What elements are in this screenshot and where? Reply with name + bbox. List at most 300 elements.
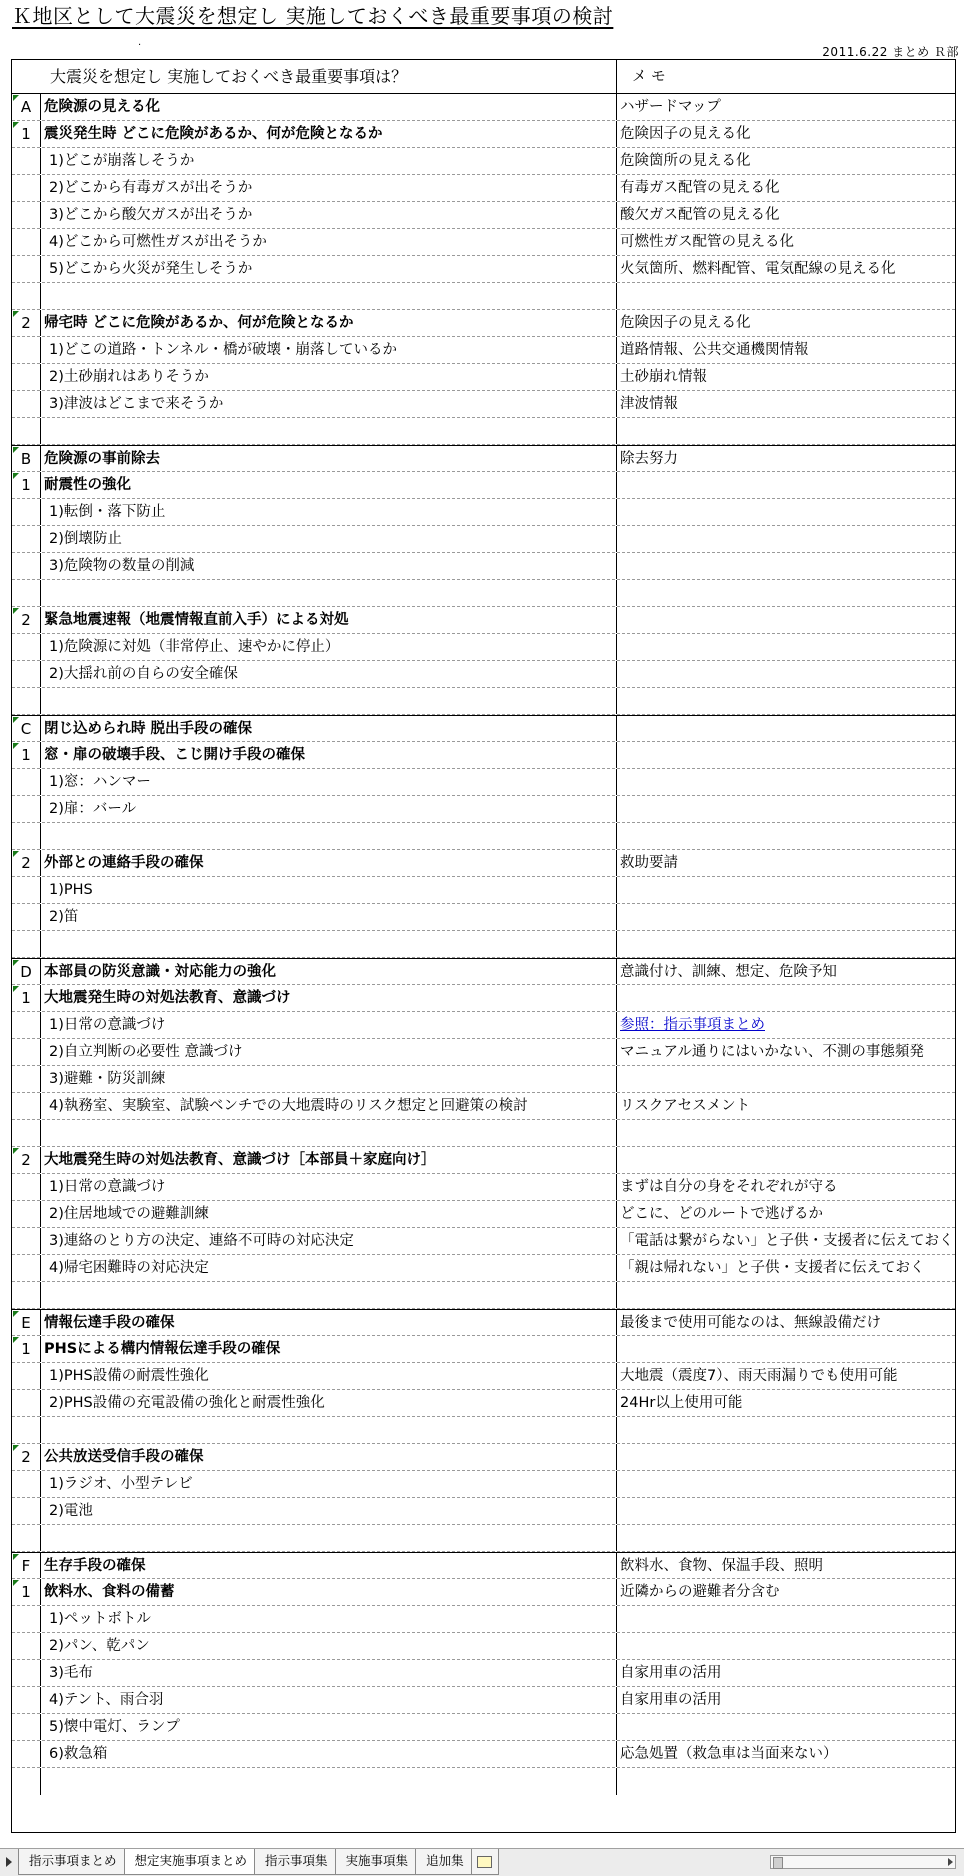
table-row (12, 148, 955, 175)
cell-memo[interactable] (617, 742, 955, 768)
cell-index-label: 1 (21, 1583, 31, 1601)
blank-row (12, 1525, 955, 1552)
cell-index[interactable] (12, 823, 41, 849)
cell-memo[interactable]: 「親は帰れない」と子供・支援者に伝えておく (620, 1260, 925, 1276)
cell-memo[interactable]: 危険因子の見える化 (620, 126, 751, 142)
cell-item[interactable] (41, 580, 617, 606)
cell-index[interactable] (12, 688, 41, 714)
section-row (12, 94, 955, 121)
blank-row (12, 931, 955, 958)
cell-index[interactable] (12, 959, 41, 984)
subsection-row (12, 1147, 955, 1174)
cell-memo[interactable] (617, 607, 955, 633)
cell-item[interactable] (41, 1282, 617, 1308)
section-row (12, 1552, 955, 1579)
sheet-tab[interactable]: 実施事項集 (335, 1849, 420, 1875)
table-row (12, 175, 955, 202)
scroll-right-icon[interactable] (948, 1858, 953, 1866)
play-icon (6, 1857, 12, 1867)
cell-index[interactable] (12, 1660, 41, 1686)
cell-memo[interactable] (617, 904, 955, 930)
cell-item[interactable]: 3)毛布 (41, 1660, 617, 1686)
cell-item[interactable] (41, 1417, 617, 1443)
new-sheet-icon (477, 1856, 492, 1868)
cell-item[interactable] (41, 688, 617, 714)
cell-item[interactable] (41, 931, 617, 957)
table-row (12, 661, 955, 688)
cell-item[interactable]: 4)テント、雨合羽 (41, 1687, 617, 1713)
cell-memo[interactable]: 「電話は繋がらない」と子供・支援者に伝えておく (620, 1233, 954, 1249)
header-cell-memo[interactable]: メ モ (632, 69, 666, 85)
table-row (12, 1606, 955, 1633)
cell-item[interactable]: 1)危険源に対処（非常停止、速やかに停止） (41, 634, 617, 660)
cell-index[interactable] (12, 94, 41, 120)
cell-index[interactable] (12, 580, 41, 606)
cell-memo[interactable] (617, 580, 955, 606)
cell-index[interactable] (12, 634, 41, 660)
cell-memo[interactable]: 危険因子の見える化 (620, 315, 751, 331)
header-cell-index[interactable] (12, 60, 41, 93)
section-row (12, 445, 955, 472)
cell-marker-icon (13, 743, 19, 749)
table-body (12, 94, 955, 1795)
cell-item[interactable]: 2)倒壊防止 (41, 526, 617, 552)
table-row (12, 1201, 955, 1228)
cell-index-label: 1 (21, 476, 31, 494)
cell-memo[interactable] (617, 283, 955, 309)
cell-marker-icon (13, 95, 19, 101)
cell-item[interactable] (41, 1120, 617, 1146)
cell-item[interactable]: 帰宅時 どこに危険があるか、何が危険となるか (41, 310, 617, 336)
cell-memo[interactable]: 道路情報、公共交通機関情報 (620, 342, 809, 358)
cell-index-label: E (21, 1314, 31, 1332)
cell-marker-icon (13, 447, 19, 453)
cell-memo[interactable]: 救助要請 (620, 855, 678, 871)
table-row (12, 553, 955, 580)
cell-index[interactable] (12, 175, 41, 201)
cell-item[interactable]: 緊急地震速報（地震情報直前入手）による対処 (41, 607, 617, 633)
cell-item[interactable]: 1)転倒・落下防止 (41, 499, 617, 525)
cell-memo[interactable] (617, 1147, 955, 1173)
cell-index[interactable] (12, 310, 41, 336)
sheet-tabs (18, 1849, 495, 1875)
table-row (12, 1066, 955, 1093)
cell-item[interactable]: 4)執務室、実験室、試験ベンチでの大地震時のリスク想定と回避策の検討 (41, 1093, 617, 1119)
table-row (12, 229, 955, 256)
cell-index[interactable] (12, 850, 41, 876)
scroll-thumb[interactable] (773, 1857, 783, 1869)
blank-row (12, 1120, 955, 1147)
cell-memo[interactable]: まずは自分の身をそれぞれが守る (620, 1179, 838, 1195)
cell-item[interactable]: 2)電池 (41, 1498, 617, 1524)
cell-marker-icon (13, 1311, 19, 1317)
cell-marker-icon (13, 986, 19, 992)
cell-item[interactable]: 2)住居地域での避難訓練 (41, 1201, 617, 1227)
cell-memo[interactable] (617, 823, 955, 849)
cell-memo[interactable] (617, 985, 955, 1011)
cell-index[interactable] (12, 418, 41, 444)
cell-item[interactable]: 1)ペットボトル (41, 1606, 617, 1632)
blank-row (12, 580, 955, 607)
cell-memo[interactable] (617, 553, 955, 579)
blank-row (12, 1417, 955, 1444)
cell-item[interactable]: 外部との連絡手段の確保 (41, 850, 617, 876)
cell-item[interactable]: 2)自立判断の必要性 意識づけ (41, 1039, 617, 1065)
cell-memo[interactable]: 危険箇所の見える化 (620, 153, 751, 169)
cell-index-label: 1 (21, 125, 31, 143)
cell-index[interactable] (12, 1768, 41, 1795)
cell-index[interactable] (12, 256, 41, 282)
cell-memo[interactable] (617, 1525, 955, 1551)
cell-memo[interactable] (617, 769, 955, 795)
cell-memo[interactable]: 大地震（震度7）、雨天雨漏りでも使用可能 (620, 1368, 898, 1384)
cell-item[interactable]: 生存手段の確保 (41, 1553, 617, 1578)
cell-memo[interactable]: どこに、どのルートで逃げるか (620, 1206, 823, 1222)
cell-index[interactable] (12, 716, 41, 741)
cell-index[interactable] (12, 1012, 41, 1038)
cell-index[interactable] (12, 1579, 41, 1605)
cell-index[interactable] (12, 877, 41, 903)
cell-memo[interactable]: 除去努力 (620, 451, 678, 467)
memo-link[interactable]: 参照：指示事項まとめ (620, 1017, 765, 1033)
cell-index[interactable] (12, 985, 41, 1011)
cell-memo[interactable]: リスクアセスメント (620, 1098, 751, 1114)
table-row (12, 256, 955, 283)
cell-item[interactable]: 情報伝達手段の確保 (41, 1310, 617, 1335)
cell-index-label: C (20, 720, 32, 738)
table-row (12, 1471, 955, 1498)
cell-memo[interactable]: ハザードマップ (620, 99, 721, 115)
table-row (12, 1255, 955, 1282)
cell-memo[interactable] (617, 526, 955, 552)
cell-item[interactable]: 3)連絡のとり方の決定、連絡不可時の対応決定 (41, 1228, 617, 1254)
cell-marker-icon (13, 1337, 19, 1343)
cell-item[interactable]: 危険源の見える化 (41, 94, 617, 120)
cell-item[interactable]: 2)パン、乾パン (41, 1633, 617, 1659)
cell-index[interactable] (12, 1633, 41, 1659)
cell-item[interactable]: 1)どこの道路・トンネル・橋が破壊・崩落しているか (41, 337, 617, 363)
cell-item[interactable]: 1)PHS設備の耐震性強化 (41, 1363, 617, 1389)
cell-memo[interactable]: 土砂崩れ情報 (620, 369, 707, 385)
cell-index[interactable] (12, 769, 41, 795)
cell-marker-icon (13, 473, 19, 479)
cell-index[interactable] (12, 1228, 41, 1254)
table-row (12, 526, 955, 553)
cell-memo[interactable] (617, 1282, 955, 1308)
cell-index-label: 2 (21, 611, 31, 629)
cell-index-label: 2 (21, 854, 31, 872)
cell-index[interactable] (12, 148, 41, 174)
cell-index[interactable] (12, 1417, 41, 1443)
subsection-row (12, 121, 955, 148)
subsection-row (12, 1579, 955, 1606)
cell-marker-icon (13, 717, 19, 723)
cell-index-label: 2 (21, 314, 31, 332)
table-row (12, 904, 955, 931)
subsection-row (12, 742, 955, 769)
cell-index[interactable] (12, 283, 41, 309)
cell-item[interactable]: PHSによる構内情報伝達手段の確保 (41, 1336, 617, 1362)
cell-index[interactable] (12, 1093, 41, 1119)
cell-item[interactable]: 4)どこから可燃性ガスが出そうか (41, 229, 617, 255)
cell-memo[interactable] (617, 1606, 955, 1632)
cell-memo[interactable] (617, 1768, 955, 1795)
cell-index[interactable] (12, 1201, 41, 1227)
cell-item[interactable]: 2)笛 (41, 904, 617, 930)
cell-item[interactable]: 1)日常の意識づけ (41, 1174, 617, 1200)
cell-memo[interactable]: 津波情報 (620, 396, 678, 412)
blank-row (12, 1768, 955, 1795)
cell-index[interactable] (12, 472, 41, 498)
cell-memo[interactable] (617, 418, 955, 444)
cell-memo[interactable]: 自家用車の活用 (620, 1692, 722, 1708)
cell-index[interactable] (12, 1553, 41, 1578)
cell-memo[interactable]: 最後まで使用可能なのは、無線設備だけ (620, 1315, 881, 1331)
cell-index[interactable] (12, 1444, 41, 1470)
cell-memo[interactable]: 自家用車の活用 (620, 1665, 722, 1681)
cell-index[interactable] (12, 1390, 41, 1416)
cell-index[interactable] (12, 121, 41, 147)
cell-item[interactable]: 震災発生時 どこに危険があるか、何が危険となるか (41, 121, 617, 147)
table-row (12, 1741, 955, 1768)
subsection-row (12, 1336, 955, 1363)
cell-index[interactable] (12, 1039, 41, 1065)
page-title: Ｋ地区として大震災を想定し 実施しておくべき最重要事項の検討 (12, 4, 614, 28)
table-row (12, 202, 955, 229)
cell-item[interactable]: 3)避難・防災訓練 (41, 1066, 617, 1092)
cell-memo[interactable]: 可燃性ガス配管の見える化 (620, 234, 794, 250)
blank-row (12, 688, 955, 715)
section-row (12, 715, 955, 742)
cell-item[interactable]: 1)どこが崩落しそうか (41, 148, 617, 174)
cell-memo[interactable]: マニュアル通りにはいかない、不測の事態頻発 (620, 1044, 924, 1060)
cell-memo[interactable] (617, 634, 955, 660)
cell-memo[interactable] (617, 1498, 955, 1524)
table-row (12, 1093, 955, 1120)
cell-item[interactable]: 1)PHS (41, 877, 617, 903)
cell-item[interactable]: 2)土砂崩れはありそうか (41, 364, 617, 390)
cell-marker-icon (13, 1554, 19, 1560)
cell-index[interactable] (12, 904, 41, 930)
cell-index[interactable] (12, 499, 41, 525)
cell-memo[interactable]: 酸欠ガス配管の見える化 (620, 207, 780, 223)
table-row (12, 1363, 955, 1390)
cell-item[interactable]: 耐震性の強化 (41, 472, 617, 498)
cell-index[interactable] (12, 1310, 41, 1335)
cell-item[interactable]: 閉じ込められ時 脱出手段の確保 (41, 716, 617, 741)
table-row (12, 1498, 955, 1525)
cell-index-label: 1 (21, 989, 31, 1007)
blank-row (12, 1282, 955, 1309)
date-author-line: 2011.6.22 まとめ Ｒ部 (822, 45, 959, 59)
cell-item[interactable] (41, 418, 617, 444)
cell-memo[interactable] (617, 877, 955, 903)
cell-memo[interactable] (617, 661, 955, 687)
table-row (12, 1228, 955, 1255)
cell-item[interactable]: 大地震発生時の対処法教育、意識づけ (41, 985, 617, 1011)
cell-memo[interactable] (617, 1714, 955, 1740)
cell-memo[interactable] (617, 1633, 955, 1659)
cell-memo[interactable]: 飲料水、食物、保温手段、照明 (620, 1558, 823, 1574)
cell-marker-icon (13, 311, 19, 317)
cell-item[interactable]: 公共放送受信手段の確保 (41, 1444, 617, 1470)
sheet-tab[interactable]: 指示事項まとめ (18, 1849, 128, 1875)
sheet-tab[interactable]: 指示事項集 (254, 1849, 339, 1875)
table-row (12, 1633, 955, 1660)
cell-index[interactable] (12, 1606, 41, 1632)
cell-item[interactable]: 飲料水、食料の備蓄 (41, 1579, 617, 1605)
cell-index[interactable] (12, 1687, 41, 1713)
cell-item[interactable]: 本部員の防災意識・対応能力の強化 (41, 959, 617, 984)
cell-item[interactable]: 2)扉：バール (41, 796, 617, 822)
cell-item[interactable]: 2)PHS設備の充電設備の強化と耐震性強化 (41, 1390, 617, 1416)
cell-index[interactable] (12, 742, 41, 768)
cell-memo[interactable] (617, 1120, 955, 1146)
cell-index[interactable] (12, 1120, 41, 1146)
cell-memo[interactable]: 有毒ガス配管の見える化 (620, 180, 780, 196)
cell-memo[interactable] (617, 472, 955, 498)
cell-index[interactable] (12, 1363, 41, 1389)
cell-memo[interactable] (617, 716, 955, 741)
cell-marker-icon (13, 1148, 19, 1154)
subsection-row (12, 850, 955, 877)
cell-memo[interactable]: 応急処置（救急車は当面来ない） (620, 1746, 838, 1762)
blank-row (12, 823, 955, 850)
table-row (12, 1174, 955, 1201)
cell-marker-icon (13, 960, 19, 966)
cell-index[interactable] (12, 553, 41, 579)
sheet-tab[interactable]: 追加集 (415, 1849, 475, 1875)
cell-index[interactable] (12, 337, 41, 363)
cell-marker-icon (13, 608, 19, 614)
cell-memo[interactable] (617, 1012, 955, 1038)
table-row (12, 1012, 955, 1039)
table-row (12, 1660, 955, 1687)
table-row (12, 769, 955, 796)
cell-memo[interactable]: 意識付け、訓練、想定、危険予知 (620, 964, 837, 980)
cell-index[interactable] (12, 1336, 41, 1362)
cell-item[interactable]: 4)帰宅困難時の対応決定 (41, 1255, 617, 1281)
cell-item[interactable]: 1)窓：ハンマー (41, 769, 617, 795)
cell-memo[interactable] (617, 1471, 955, 1497)
cell-memo[interactable]: 24Hr以上使用可能 (620, 1395, 743, 1411)
cell-item[interactable]: 大地震発生時の対処法教育、意識づけ［本部員＋家庭向け］ (41, 1147, 617, 1173)
cell-index[interactable] (12, 1066, 41, 1092)
cell-index-label: 1 (21, 1340, 31, 1358)
table-row (12, 1390, 955, 1417)
cell-index[interactable] (12, 1282, 41, 1308)
cell-index[interactable] (12, 446, 41, 471)
cell-index[interactable] (12, 1255, 41, 1281)
cell-memo[interactable] (617, 688, 955, 714)
cell-item[interactable]: 3)どこから酸欠ガスが出そうか (41, 202, 617, 228)
subsection-row (12, 1444, 955, 1471)
cell-index-label: 2 (21, 1448, 31, 1466)
cell-index[interactable] (12, 1498, 41, 1524)
cell-item[interactable]: 2)大揺れ前の自らの安全確保 (41, 661, 617, 687)
subsection-row (12, 472, 955, 499)
new-sheet-tab[interactable] (471, 1849, 499, 1875)
cell-memo[interactable] (617, 499, 955, 525)
cell-memo[interactable] (617, 1417, 955, 1443)
section-row (12, 958, 955, 985)
cell-index[interactable] (12, 796, 41, 822)
cell-index-label: A (20, 98, 32, 116)
subsection-row (12, 310, 955, 337)
table-row (12, 364, 955, 391)
stray-dot: · (138, 40, 142, 51)
table-row (12, 337, 955, 364)
cell-item[interactable] (41, 283, 617, 309)
cell-index[interactable] (12, 607, 41, 633)
tab-scroll-button[interactable] (3, 1854, 15, 1870)
cell-index[interactable] (12, 1471, 41, 1497)
cell-index[interactable] (12, 526, 41, 552)
cell-item[interactable]: 1)ラジオ、小型テレビ (41, 1471, 617, 1497)
cell-item[interactable]: 3)津波はどこまで来そうか (41, 391, 617, 417)
cell-index[interactable] (12, 1714, 41, 1740)
table-row (12, 634, 955, 661)
cell-index[interactable] (12, 391, 41, 417)
cell-index[interactable] (12, 229, 41, 255)
blank-row (12, 418, 955, 445)
section-row (12, 1309, 955, 1336)
cell-item[interactable]: 3)危険物の数量の削減 (41, 553, 617, 579)
cell-memo[interactable] (617, 1066, 955, 1092)
cell-index-label: 2 (21, 1151, 31, 1169)
cell-item[interactable] (41, 1768, 617, 1795)
cell-index[interactable] (12, 661, 41, 687)
table-row (12, 1687, 955, 1714)
cell-item[interactable]: 危険源の事前除去 (41, 446, 617, 471)
cell-index[interactable] (12, 202, 41, 228)
table-row (12, 391, 955, 418)
table-row (12, 499, 955, 526)
cell-index[interactable] (12, 931, 41, 957)
cell-item[interactable]: 1)日常の意識づけ (41, 1012, 617, 1038)
header-cell-item[interactable]: 大震災を想定し 実施しておくべき最重要事項は？ (41, 60, 617, 93)
cell-marker-icon (13, 1580, 19, 1586)
cell-item[interactable] (41, 1525, 617, 1551)
cell-marker-icon (13, 1445, 19, 1451)
table-row (12, 1714, 955, 1741)
blank-row (12, 283, 955, 310)
cell-index-label: 1 (21, 746, 31, 764)
cell-memo[interactable] (617, 931, 955, 957)
sheet-tab[interactable]: 想定実施事項まとめ (124, 1849, 259, 1875)
cell-index[interactable] (12, 1174, 41, 1200)
cell-item[interactable] (41, 823, 617, 849)
cell-memo[interactable] (617, 796, 955, 822)
cell-item[interactable]: 5)どこから火災が発生しそうか (41, 256, 617, 282)
table-row (12, 877, 955, 904)
cell-memo[interactable]: 火気箇所、燃料配管、電気配線の見える化 (620, 261, 896, 277)
cell-index[interactable] (12, 1147, 41, 1173)
subsection-row (12, 985, 955, 1012)
cell-item[interactable]: 2)どこから有毒ガスが出そうか (41, 175, 617, 201)
cell-memo[interactable]: 近隣からの避難者分含む (620, 1584, 780, 1600)
cell-item[interactable]: 6)救急箱 (41, 1741, 617, 1767)
cell-item[interactable]: 窓・扉の破壊手段、こじ開け手段の確保 (41, 742, 617, 768)
cell-memo[interactable] (617, 1444, 955, 1470)
cell-item[interactable]: 5)懐中電灯、ランプ (41, 1714, 617, 1740)
horizontal-scrollbar[interactable] (770, 1855, 956, 1869)
cell-index[interactable] (12, 1525, 41, 1551)
cell-memo[interactable] (617, 1336, 955, 1362)
subsection-row (12, 607, 955, 634)
cell-index[interactable] (12, 364, 41, 390)
cell-index[interactable] (12, 1741, 41, 1767)
